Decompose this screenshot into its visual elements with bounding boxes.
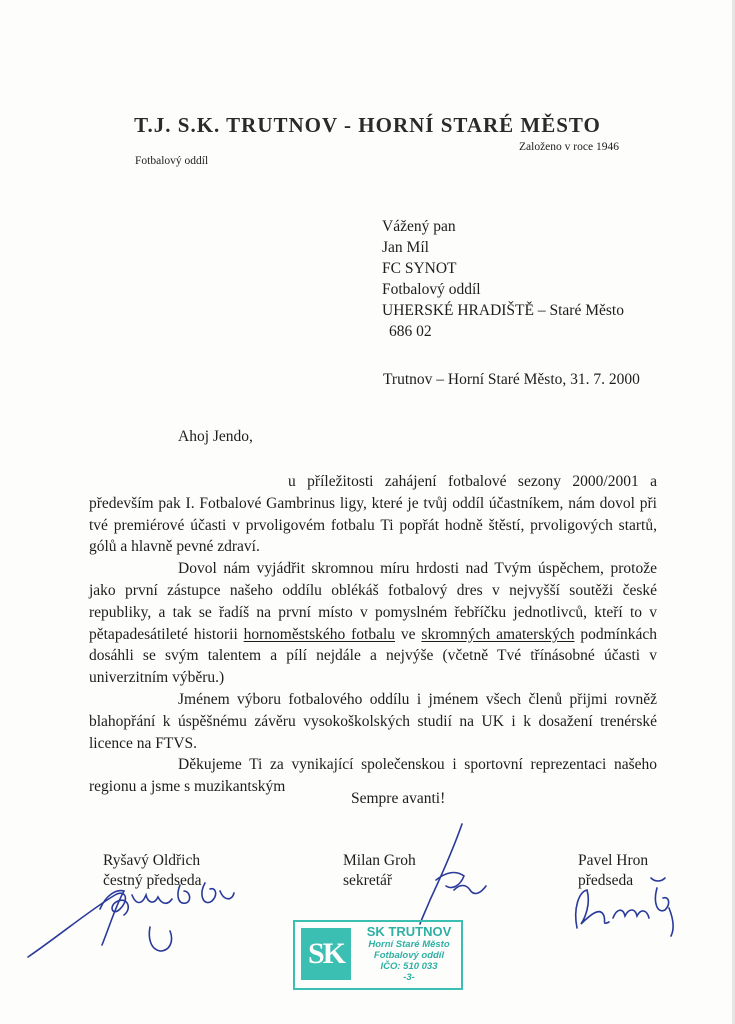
stamp-text <box>359 924 459 983</box>
closing-phrase: Sempre avanti! <box>351 790 446 807</box>
signatory-block <box>103 851 202 891</box>
recipient-line: 686 02 <box>389 323 432 340</box>
signatory-role: sekretář <box>343 872 393 889</box>
place-and-date: Trutnov – Horní Staré Město, 31. 7. 2000 <box>383 371 640 388</box>
recipient-address <box>382 216 624 342</box>
stamp-line: Horní Staré Město <box>368 939 450 950</box>
stamp-line: SK TRUTNOV <box>366 924 452 939</box>
recipient-line: Fotbalový oddíl <box>382 281 481 298</box>
department-label: Fotbalový oddíl <box>135 155 209 167</box>
club-stamp <box>293 920 463 990</box>
stamp-line: Fotbalový oddíl <box>373 950 445 961</box>
signatory-name: Pavel Hron <box>578 852 649 869</box>
text-run: ve <box>395 625 422 643</box>
recipient-line: FC SYNOT <box>382 260 457 277</box>
body-paragraph: u příležitosti zahájení fotbalové sezony 2000/2001 a především pak I. Fotbalové Gambrinus ligy, které je tvůj oddíl účastníkem, nám dovol při tvé premiérové účasti v prvoligovém fotbalu Ti popřát hodně štěstí, prvoligových startů, gólů a hlavně pevné zdraví. <box>89 473 657 556</box>
body-paragraph <box>89 558 657 689</box>
text-run: podmínkách dosáhli se svým talentem a pílí nejdále a nejvýše (včetně Tvé třínásobné účasti v univerzitním výběru.) <box>89 625 657 687</box>
stamp-line: IČO: 510 033 <box>380 961 438 972</box>
founded-note: Založeno v roce 1946 <box>519 141 619 153</box>
signatory-name: Ryšavý Oldřich <box>103 852 201 869</box>
body-paragraph: Jménem výboru fotbalového oddílu i jménem všech členů přijmi rovněž blahopřání k úspěšnému závěru vysokoškolských studií na UK i k dosažení trenérské licence na FTVS. <box>89 690 657 752</box>
signatory-name: Milan Groh <box>343 852 416 869</box>
signatory-block <box>578 851 648 891</box>
greeting: Ahoj Jendo, <box>178 428 253 445</box>
stamp-monogram: SK <box>301 928 351 980</box>
signatory-role: čestný předseda <box>103 872 202 889</box>
stamp-line: -3- <box>403 972 415 983</box>
underlined-text: skromných amaterských <box>421 625 575 643</box>
signatory-block <box>343 851 416 891</box>
text-run: Dovol nám vyjádřit skromnou míru hrdosti nad Tvým úspěchem, protože jako první zástupce našeho oddílu oblékáš fotbalový dres v nejvyšší soutěži české republiky, a tak se řadíš na první místo v pomyslném řebříčku jednotlivců, kteří to v pětapadesátileté historii <box>89 560 657 643</box>
underlined-text: hornoměstského fotbalu <box>243 625 396 643</box>
signatory-role: předseda <box>578 872 634 889</box>
recipient-line: Jan Míl <box>382 239 429 256</box>
recipient-line: UHERSKÉ HRADIŠTĚ – Staré Město <box>382 302 624 319</box>
letter-body <box>89 471 657 798</box>
signature-groh <box>400 820 510 930</box>
recipient-line: Vážený pan <box>382 218 456 235</box>
letterhead-title: T.J. S.K. TRUTNOV - HORNÍ STARÉ MĚSTO <box>134 113 601 137</box>
body-paragraph: Děkujeme Ti za vynikající společenskou i sportovní reprezentaci našeho regionu a jsme s muzikantským <box>89 756 657 796</box>
